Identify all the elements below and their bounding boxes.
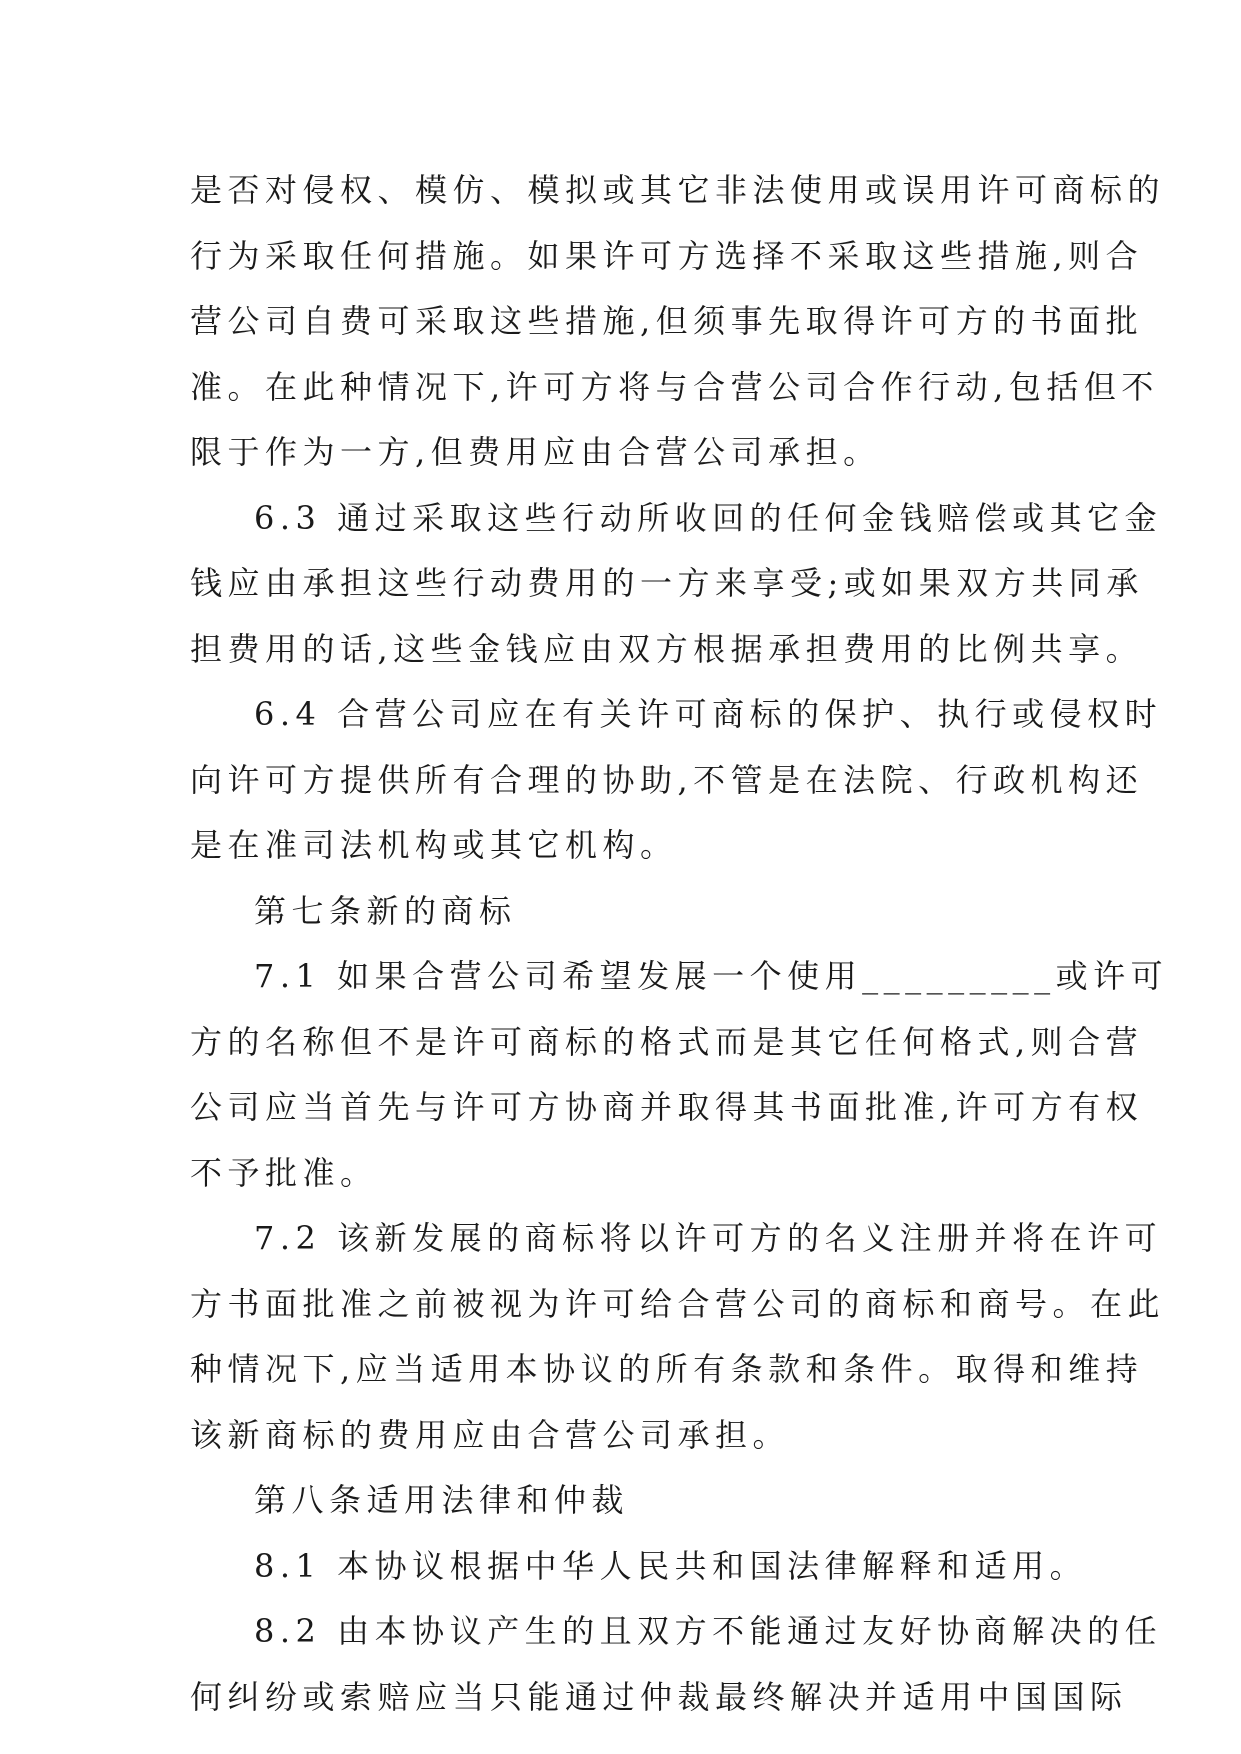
text-line: 公司应当首先与许可方协商并取得其书面批准,许可方有权	[190, 1088, 1144, 1126]
text-line: 6.4 合营公司应在有关许可商标的保护、执行或侵权时	[254, 695, 1163, 733]
text-line: 钱应由承担这些行动费用的一方来享受;或如果双方共同承	[190, 564, 1144, 602]
text-line: 该新商标的费用应由合营公司承担。	[190, 1415, 791, 1454]
text-line: 何纠纷或索赔应当只能通过仲裁最终解决并适用中国国际	[190, 1677, 1128, 1716]
text-line: 营公司自费可采取这些措施,但须事先取得许可方的书面批	[190, 302, 1144, 340]
document-body	[190, 158, 1169, 1730]
text-line: 担费用的话,这些金钱应由双方根据承担费用的比例共享。	[190, 629, 1144, 668]
text-line: 8.2 由本协议产生的且双方不能通过友好协商解决的任	[254, 1612, 1163, 1650]
text-line: 不予批准。	[190, 1153, 378, 1192]
text-line: 方书面批准之前被视为许可给合营公司的商标和商号。在此	[190, 1284, 1166, 1323]
text-line: 向许可方提供所有合理的协助,不管是在法院、行政机构还	[190, 760, 1144, 799]
text-line: 是在准司法机构或其它机构。	[190, 826, 678, 864]
text-line: 种情况下,应当适用本协议的所有条款和条件。取得和维持	[190, 1350, 1144, 1388]
text-line: 是否对侵权、模仿、模拟或其它非法使用或误用许可商标的	[190, 171, 1166, 209]
text-line: 7.2 该新发展的商标将以许可方的名义注册并将在许可	[254, 1219, 1163, 1257]
text-line: 6.3 通过采取这些行动所收回的任何金钱赔偿或其它金	[254, 498, 1163, 537]
text-line: 限于作为一方,但费用应由合营公司承担。	[190, 433, 881, 471]
text-line: 第八条适用法律和仲裁	[254, 1481, 630, 1519]
text-line: 第七条新的商标	[254, 891, 517, 930]
text-line: 准。在此种情况下,许可方将与合营公司合作行动,包括但不	[190, 367, 1159, 406]
text-line: 方的名称但不是许可商标的格式而是其它任何格式,则合营	[190, 1022, 1144, 1061]
text-line: 8.1 本协议根据中华人民共和国法律解释和适用。	[254, 1546, 1088, 1585]
text-line: 行为采取任何措施。如果许可方选择不采取这些措施,则合	[190, 236, 1144, 275]
text-line: 7.1 如果合营公司希望发展一个使用_________或许可	[254, 957, 1169, 995]
